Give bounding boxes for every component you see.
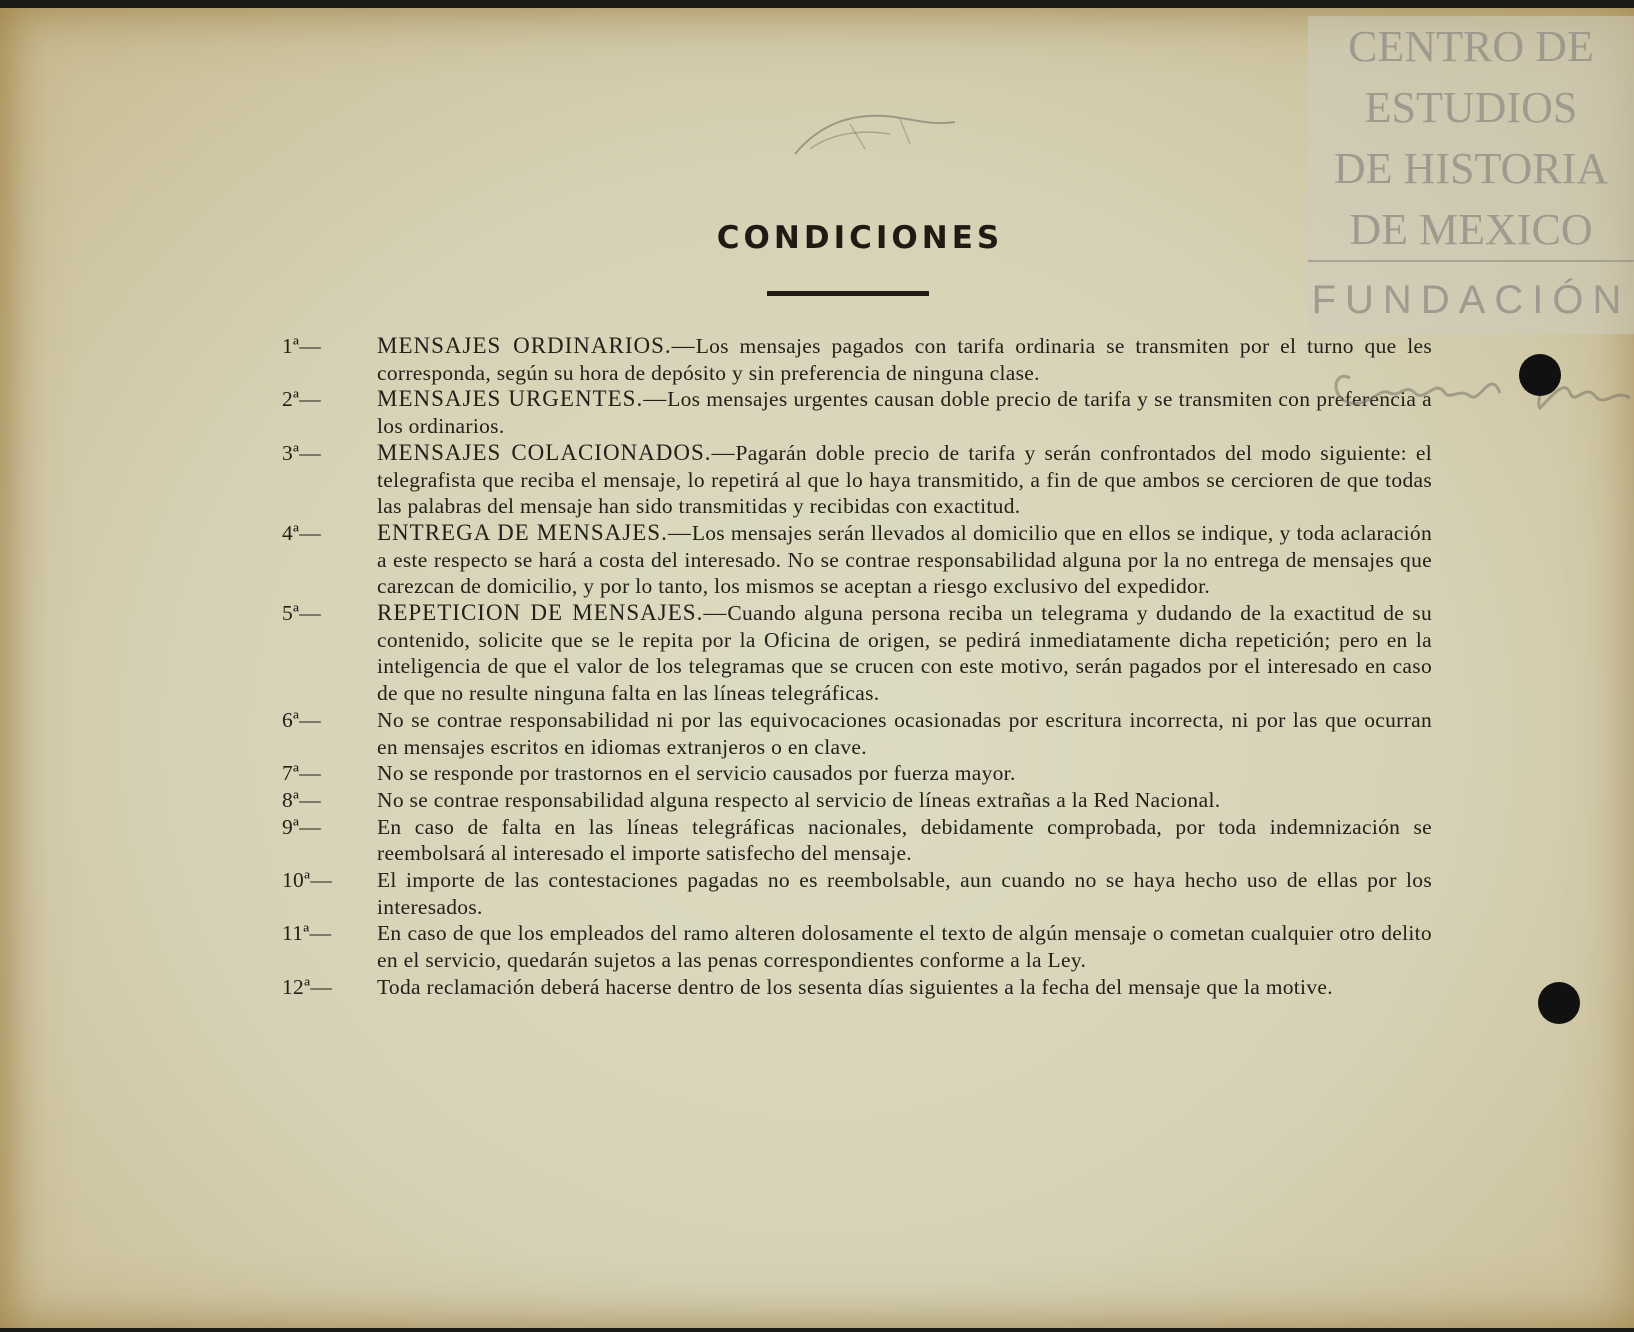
- condition-text: En caso de falta en las líneas telegráficas nacionales, debidamente comprobada, por toda indemnización se reembolsará al interesado el importe satisfecho del mensaje.: [377, 814, 1432, 866]
- condition-text: En caso de que los empleados del ramo alteren dolosamente el texto de algún mensaje o cometan cualquier otro delito en el servicio, quedarán sujetos a las penas correspondientes conforme a la Ley.: [377, 921, 1432, 973]
- condition-number: 4ª—: [282, 520, 322, 545]
- condition-item: [282, 867, 1432, 920]
- condition-item: [282, 440, 1432, 520]
- condition-number: 8ª—: [282, 787, 322, 812]
- condition-item: [282, 333, 1432, 386]
- condition-number: 9ª—: [282, 814, 322, 839]
- condition-item: [282, 707, 1432, 760]
- condition-text: Los mensajes urgentes causan doble precio de tarifa y se transmiten con preferencia a los ordinarios.: [377, 387, 1433, 439]
- condition-number: 11ª—: [282, 921, 332, 946]
- condition-heading: REPETICION DE MENSAJES.—: [377, 600, 728, 626]
- title-underline: [767, 291, 929, 296]
- condition-number: 10ª—: [282, 868, 333, 893]
- condition-text: Los mensajes pagados con tarifa ordinaria se transmiten por el turno que les corresponda, según su hora de depósito y sin preferencia de ninguna clase.: [377, 334, 1432, 385]
- condition-item: [282, 760, 1432, 787]
- condition-number: 2ª—: [282, 387, 322, 412]
- condition-item: [282, 814, 1432, 867]
- document-title: CONDICIONES: [716, 220, 1004, 256]
- watermark-line: CENTRO DE: [1348, 22, 1594, 71]
- watermark-line: DE MEXICO: [1349, 205, 1593, 254]
- condition-item: [282, 600, 1432, 707]
- punch-hole: [1538, 982, 1580, 1024]
- condition-number: 6ª—: [282, 707, 322, 732]
- watermark-divider: [1308, 260, 1634, 262]
- condition-text: No se contrae responsabilidad alguna respecto al servicio de líneas extrañas a la Red Nacional.: [377, 787, 1221, 812]
- condition-number: 7ª—: [282, 761, 322, 786]
- pencil-scribble: [790, 104, 960, 164]
- condition-text: No se contrae responsabilidad ni por las equivocaciones ocasionadas por escritura incorrecta, ni por las que ocurran en mensajes escritos en idiomas extranjeros o en clave.: [377, 707, 1432, 759]
- condition-heading: MENSAJES ORDINARIOS.—: [377, 333, 696, 358]
- condition-item: [282, 974, 1432, 1001]
- conditions-list: [282, 333, 1432, 1001]
- condition-text: El importe de las contestaciones pagadas no es reembolsable, aun cuando no se haya hecho uso de ellas por los interesados.: [377, 868, 1432, 919]
- document-page: [0, 8, 1634, 1328]
- condition-heading: ENTREGA DE MENSAJES.—: [377, 519, 692, 545]
- condition-text: Los mensajes serán llevados al domicilio que en ellos se indique, y toda aclaración a este respecto se hará a costa del interesado. No se contrae responsabilidad alguna por la no entrega de mensajes que carezcan de domicilio, y por lo tanto, los mismos se aceptan a riesgo exclusivo del expedidor.: [377, 520, 1433, 599]
- condition-item: [282, 920, 1432, 973]
- condition-heading: MENSAJES URGENTES.—: [377, 386, 668, 412]
- condition-text: Toda reclamación deberá hacerse dentro de los sesenta días siguientes a la fecha del mensaje que la motive.: [377, 974, 1333, 999]
- condition-text: No se responde por trastornos en el servicio causados por fuerza mayor.: [377, 761, 1016, 786]
- condition-item: [282, 386, 1432, 439]
- condition-number: 3ª—: [282, 440, 322, 465]
- condition-text: Cuando alguna persona reciba un telegrama y dudando de la exactitud de su contenido, solicite que se le repita por la Oficina de origen, se pedirá inmediatamente dicha repetición; pero en la inteligencia de que el valor de los telegramas que se crucen con este motivo, serán pagados por el interesado en caso de que no resulte ninguna falta en las líneas telegráficas.: [377, 601, 1433, 706]
- condition-text: Pagarán doble precio de tarifa y serán confrontados del modo siguiente: el telegrafista que reciba el mensaje, lo repetirá al que lo haya transmitido, a fin de que ambos se cercioren de que todas las palabras del mensaje han sido transmitidas y recibidas con exactitud.: [377, 440, 1432, 519]
- condition-heading: MENSAJES COLACIONADOS.—: [377, 439, 736, 465]
- condition-item: [282, 520, 1432, 600]
- condition-number: 12ª—: [282, 974, 333, 999]
- watermark-line: DE HISTORIA: [1333, 144, 1609, 193]
- punch-hole: [1519, 354, 1561, 396]
- condition-number: 1ª—: [282, 334, 322, 358]
- condition-number: 5ª—: [282, 601, 322, 626]
- signature-watermark: [1320, 338, 1634, 418]
- watermark-line: ESTUDIOS: [1364, 83, 1578, 132]
- archive-watermark: [1308, 16, 1634, 334]
- watermark-foundation: FUNDACIÓN: [1311, 278, 1631, 322]
- condition-item: [282, 787, 1432, 814]
